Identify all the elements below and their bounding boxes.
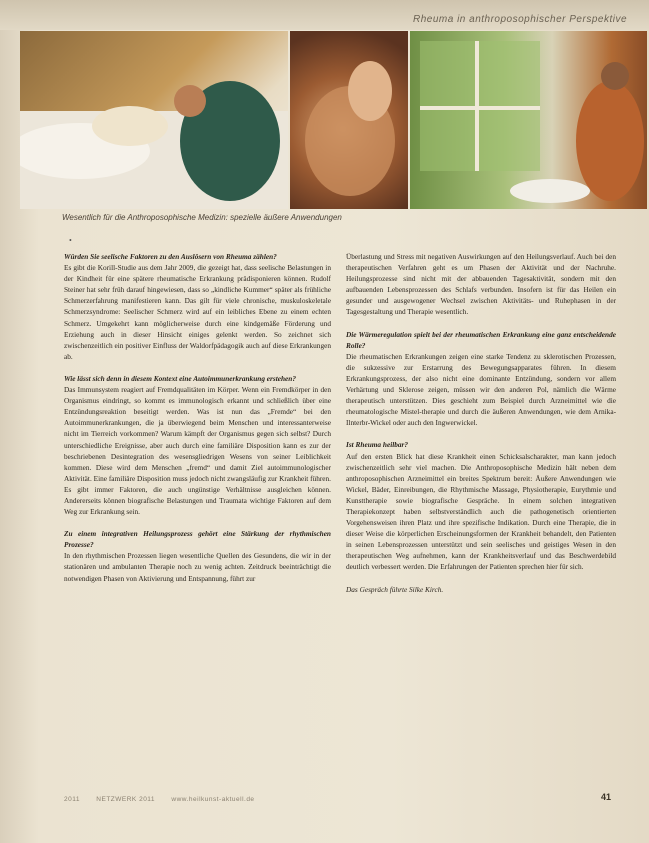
footer-item: NETZWERK 2011 — [96, 796, 156, 803]
interview-question: Ist Rheuma heilbar? — [346, 440, 409, 450]
page-number: 41 — [600, 792, 611, 802]
article-paragraph: Die rheumatischen Erkrankungen zeigen eine starke Tendenz zu sklerotischen Prozessen, die sukzessive zur Erstarrung des Bewegungsapparates führen. In diesem Erkrankungsprozess, der also nicht eine dominante Entzündung, sondern vor allem Verhärtung und Sklerose zeigen, müssen wir den anderen Pol, nämlich die Wärme therapeutisch unterstützen. Dies geschieht zum Beispiel durch Arzneimittel wie die rheumatologische Mistel-therapie und durch die äußeren Anwendungen, wie dem Arnika-Ilnterbr-Wickel oder auch den Ingwerwickel. — [346, 351, 616, 428]
photo-strip — [20, 31, 647, 209]
article-paragraph: Überlastung und Stress mit negativen Auswirkungen auf den Heilungsverlauf. Auch bei den therapeutischen Verfahren geht es um Phasen der Aktivität und der Nachruhe. Heilungsprozesse sind nicht mit der abbauenden Tagesaktivität, sondern mit den aufbauenden Lebensprozessen des Schlafs verbunden. Insofern ist für das Heilen ein gesunder und ausgewogener Wechsel zwischen Aktivitäts- und Ruhephasen in der Tagesgestaltung und Therapie wesentlich. — [346, 252, 616, 317]
running-head: Rheuma in anthroposophischer Perspektive — [413, 14, 627, 25]
photo-bed-treatment — [20, 31, 288, 209]
footer-item: www.heilkunst-aktuell.de — [171, 796, 255, 803]
footer-item: 2011 — [64, 796, 80, 803]
interview-question: Die Wärmeregulation spielt bei der rheumatischen Erkrankung eine ganz entscheidende Rolle? — [346, 329, 616, 350]
figure-caption: Wesentlich für die Anthroposophische Medizin: spezielle äußere Anwendungen — [62, 213, 342, 222]
footer — [64, 796, 269, 803]
interview-question: Würden Sie seelische Faktoren zu den Auslösern von Rheuma zählen? — [64, 252, 277, 261]
photo-window-care — [410, 31, 647, 209]
bullet-mark: • — [69, 236, 72, 245]
article-left-column — [64, 251, 331, 595]
interview-question: Zu einem integrativen Heilungsprozess gehört eine Stärkung der rhythmischen Prozesse? — [64, 529, 331, 550]
article-paragraph: Auf den ersten Blick hat diese Krankheit einen Schicksalscharakter, man kann jedoch zwischenzeitlich sehr viel machen. Die Anthroposophische Medizin hält neben dem anthroposophischen Arzneimittel ein breites Spektrum bereit: Äußere Anwendungen wie Wickel, Bäder, Einreibungen, die Rhythmische Massage, Physiotherapie, Eurythmie und Kunsttherapie sowie biografische Gespräche. In einem solchen integrativen Therapiekonzept haben selbstverständlich auch die pathogenetisch orientierten Vorgehensweisen ihren Platz und ihre spezifische Indikation. Durch eine Therapie, die in dieser Weise die körperlichen Erscheinungsformen der Krankheit behandelt, den Patienten in seinen Lebensprozessen unterstützt und sein seelisches und geistiges Wesen in den therapeutischen Weg aufnehmen, kann der Krankheitsverlauf und das Beschwerdebild deutlich verbessert werden. Die Erfahrungen der Patienten sprechen hier für sich. — [346, 451, 616, 572]
article-paragraph: Es gibt die Korill-Studie aus dem Jahr 2009, die gezeigt hat, dass seelische Belastungen in der Kindheit für eine spätere rheumatische Erkrankung prädisponieren können. Rudolf Steiner hat sehr früh darauf hingewiesen, dass so „kindliche Kummer“ später als frühliche Schmerzerfahrung manifestieren kann. Das gilt für viele chronische, muskuloskeletale Schmerzsyndrome: Seelischer Schmerz wird auf ein leibliches Ebene zu einem echten Schmerz. Umgekehrt kann möglicherweise durch eine kindgemäße Förderung und Erziehung auch in dieser Hinsicht einiges gelenkt werden. So zeichnet sich zwischenzeitlich ein positiver Einfluss der Waldorfpädagogik auch auf diese Erkrankungen ab. — [64, 263, 331, 361]
article-right-column — [346, 251, 616, 606]
photo-massage — [290, 31, 408, 209]
article-paragraph: Das Immunsystem reagiert auf Fremdqualitäten im Körper. Wenn ein Fremdkörper in den Organismus eindringt, so kommt es immunologisch erkannt und schließlich über eine Entzündungsreaktion beseitigt werden. Was ist nun das „Fremde“ bei den Autoimmunerkrankungen, die ja überwiegend beim Menschen und interessanterweise nicht im Tierreich vorkommen? Warum kämpft der Organismus gegen sich selbst? Durch unterschiedliche Ereignisse, aber auch durch eine familiäre Disposition kann es zur der beschriebenen Desintegration des wesensgliedrigen Wesens von seiner Leiblichkeit kommen. Diese wird dem Menschen „fremd“ und damit Ziel autoimmunologischer Aktivität. Eine familiäre Disposition muss jedoch nicht zwangsläufig zur Krankheit führen. Es gibt immer Faktoren, die auch ungünstige Verhältnisse ausgleichen können. Andererseits können biografische Belastungen und Traumata wichtige Faktoren auf dem Weg zur Erkrankung sein. — [64, 385, 331, 517]
article-paragraph: In den rhythmischen Prozessen liegen wesentliche Quellen des Gesundens, die wir in der stationären und ambulanten Therapie noch zu wenig achten. Zeitdruck beeinträchtigt die notwendigen Phasen von Aktivierung und Entspannung, führt zur — [64, 551, 331, 583]
interview-credit: Das Gespräch führte Silke Kirch. — [346, 584, 444, 594]
interview-question: Wie lässt sich denn in diesem Kontext eine Autoimmunerkrankung erstehen? — [64, 373, 296, 383]
